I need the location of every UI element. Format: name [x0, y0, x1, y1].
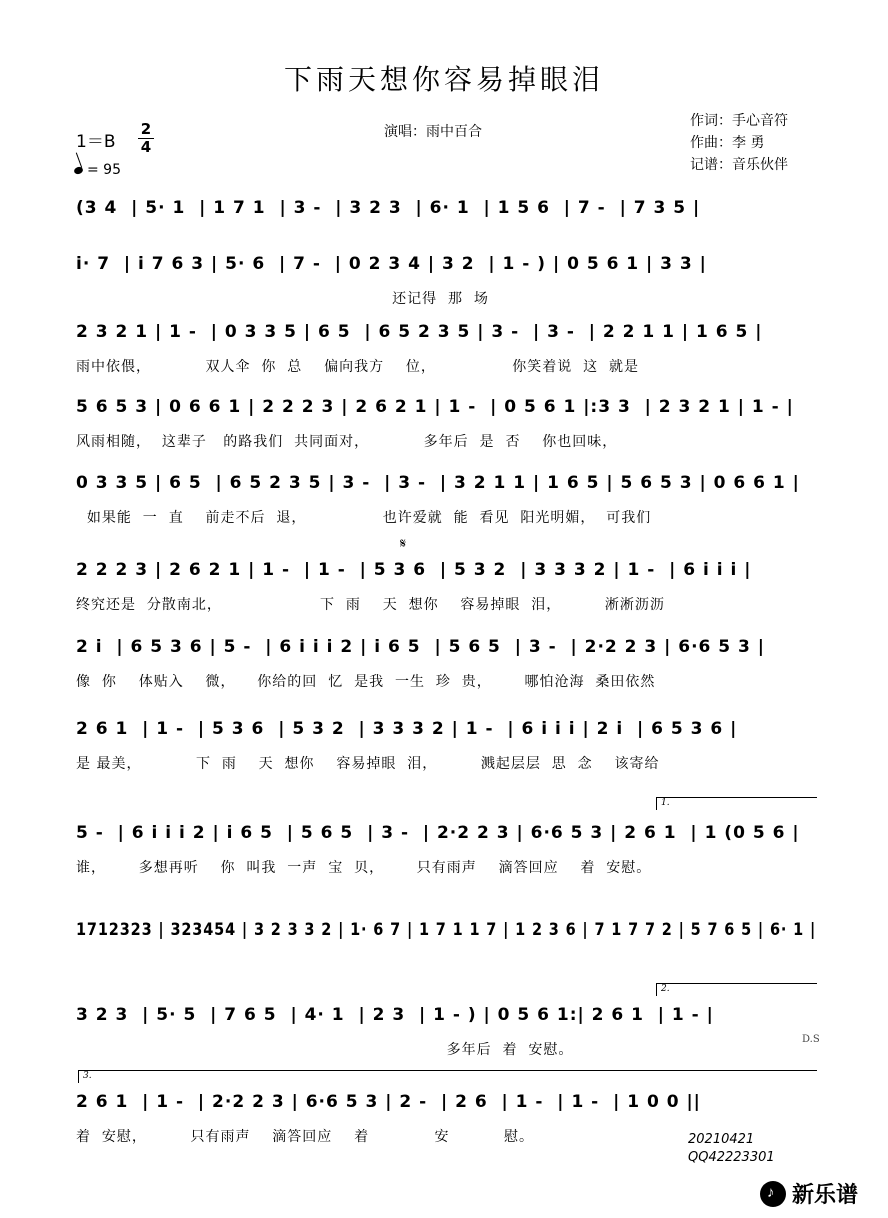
notation-row: 2 6 1 | 1 - | 2·2 2 3 | 6·6 5 3 | 2 - | 2 6 | 1 - | 1 - | 1 0 0 ||: [76, 1092, 701, 1112]
lyric-row: 谁， 多想再听 你 叫我 一声 宝 贝， 只有雨声 滴答回应 着 安慰。: [76, 860, 652, 876]
quarter-note-icon: [73, 166, 84, 176]
signature-block: [688, 1131, 775, 1167]
notation-row: 2 i | 6 5 3 6 | 5 - | 6 i i i 2 | i 6 5 | 5 6 5 | 3 - | 2·2 2 3 | 6·6 5 3 |: [76, 637, 766, 657]
lyric-row: 着 安慰， 只有雨声 滴答回应 着 安 慰。: [76, 1129, 535, 1145]
notation-row: 0 3 3 5 | 6 5 | 6 5 2 3 5 | 3 - | 3 - | 3 2 1 1 | 1 6 5 | 5 6 5 3 | 0 6 6 1 |: [76, 473, 800, 493]
notation-row: 5 - | 6 i i i 2 | i 6 5 | 5 6 5 | 3 - | 2·2 2 3 | 6·6 5 3 | 2 6 1 | 1 (0 5 6 |: [76, 823, 800, 843]
time-signature: [138, 122, 154, 155]
lyric-row: 终究还是 分散南北， 下 雨 天 想你 容易掉眼 泪， 淅淅沥沥: [76, 597, 665, 613]
tempo-marking: [74, 162, 121, 178]
notation-row: 3 2 3 | 5· 5 | 7 6 5 | 4· 1 | 2 3 | 1 - ) | 0 5 6 1:| 2 6 1 | 1 - |: [76, 1005, 714, 1025]
transcriber-credit: 记谱：音乐伙伴: [690, 157, 788, 173]
lyric-row: 如果能 一 直 前走不后 退， 也许爱就 能 看见 阳光明媚， 可我们: [76, 510, 652, 526]
score-line: [76, 254, 820, 307]
site-logo: [760, 1178, 858, 1209]
lyric-row: 风雨相随， 这辈子 的路我们 共同面对， 多年后 是 否 你也回味，: [76, 434, 618, 450]
notation-row: i· 7 | i 7 6 3 | 5· 6 | 7 - | 0 2 3 4 | 3 2 | 1 - ) | 0 5 6 1 | 3 3 |: [76, 254, 707, 274]
score-line: [76, 920, 820, 946]
lyric-row: 雨中依偎， 双人伞 你 总 偏向我方 位， 你笑着说 这 就是: [76, 359, 640, 375]
time-signature-bottom: 4: [140, 138, 152, 156]
score-line: [76, 397, 820, 450]
score-line: [76, 719, 820, 772]
notation-row: 2 3 2 1 | 1 - | 0 3 3 5 | 6 5 | 6 5 2 3 5 | 3 - | 3 - | 2 2 1 1 | 1 6 5 |: [76, 322, 763, 342]
lyric-row: 像 你 体贴入 微， 你给的回 忆 是我 一生 珍 贵， 哪怕沧海 桑田依然: [76, 674, 656, 690]
date-signature: 20210421: [688, 1132, 755, 1147]
qq-signature: QQ42223301: [688, 1150, 775, 1165]
notation-row: 5 6 5 3 | 0 6 6 1 | 2 2 2 3 | 2 6 2 1 | 1 - | 0 5 6 1 |:3 3 | 2 3 2 1 | 1 - |: [76, 397, 794, 417]
lyric-row: 是 最美， 下 雨 天 想你 容易掉眼 泪， 溅起层层 思 念 该寄给: [76, 756, 660, 772]
logo-text: 新乐谱: [792, 1183, 859, 1208]
notation-row: 2 2 2 3 | 2 6 2 1 | 1 - | 1 - | 5 3 6 | 5 3 2 | 3 3 3 2 | 1 - | 6 i i i |: [76, 560, 752, 580]
lyric-row: 还记得 那 场: [76, 291, 489, 307]
score-line: [76, 823, 820, 876]
lyric-row: 多年后 着 安慰。: [76, 1042, 574, 1058]
segno-sign: 𝄋: [400, 536, 407, 552]
score-line: [76, 560, 820, 613]
notation-row: 2 6 1 | 1 - | 5 3 6 | 5 3 2 | 3 3 3 2 | 1 - | 6 i i i | 2 i | 6 5 3 6 |: [76, 719, 738, 739]
song-title: 下雨天想你容易掉眼泪: [283, 63, 604, 96]
ds-label: D.S: [802, 1034, 820, 1045]
credits-block: [690, 110, 788, 176]
lyricist-credit: 作词：手心音符: [690, 113, 788, 129]
volta-1: 1.: [656, 797, 817, 810]
score-line: [76, 322, 820, 375]
score-line: [76, 198, 820, 224]
volta-2: 2.: [656, 983, 817, 996]
time-signature-top: 2: [140, 120, 152, 138]
tempo-value: = 95: [87, 162, 121, 178]
score-line: [76, 473, 820, 526]
key-signature: 1＝B: [76, 132, 116, 152]
notation-row: (3 4 | 5· 1 | 1 7 1 | 3 - | 3 2 3 | 6· 1 | 1 5 6 | 7 - | 7 3 5 |: [76, 198, 701, 218]
score-line: [76, 637, 820, 690]
singer-credit: 演唱：雨中百合: [384, 124, 482, 140]
vinyl-disc-icon: [760, 1181, 786, 1207]
volta-3: 3.: [78, 1070, 817, 1083]
composer-credit: 作曲：李 勇: [690, 135, 765, 151]
notation-row: 1712323 | 323454 | 3 2 3 3 2 | 1· 6 7 | 1 7 1 1 7 | 1 2 3 6 | 7 1 7 7 2 | 5 7 6 5 | 6· 1 |: [76, 920, 817, 940]
